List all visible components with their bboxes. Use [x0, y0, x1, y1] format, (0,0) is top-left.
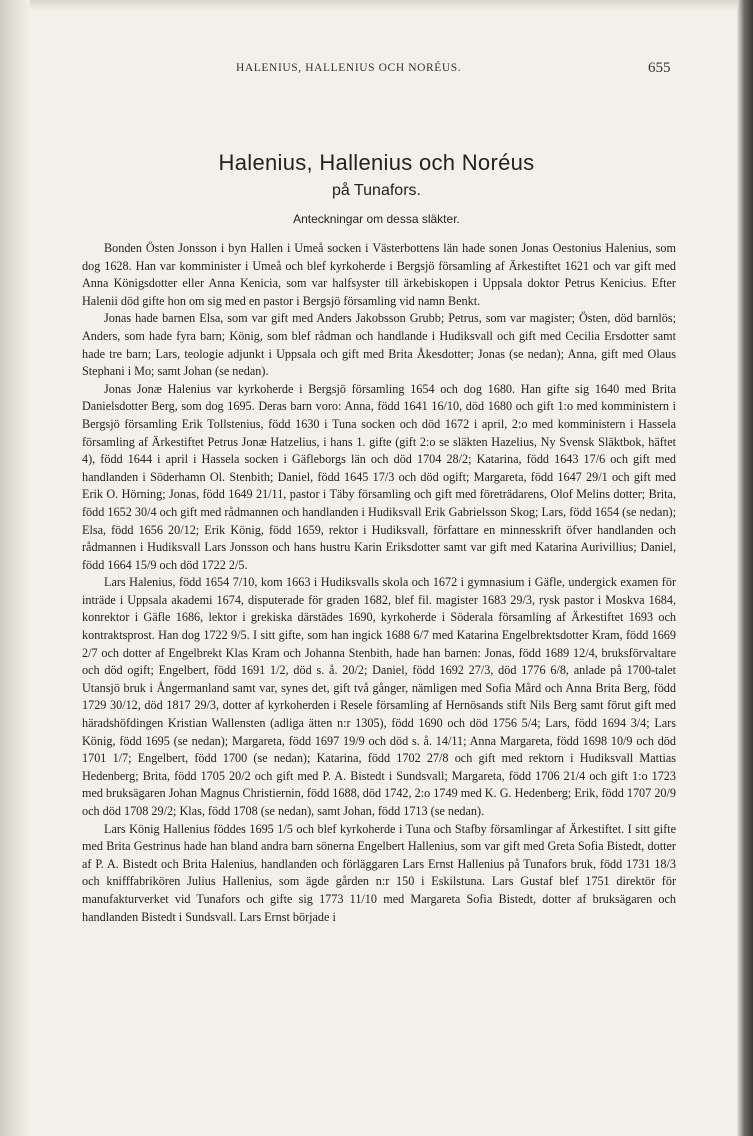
paragraph: Jonas Jonæ Halenius var kyrkoherde i Bergsjö församling 1654 och dog 1680. Han gifte sig 1640 med Brita Danielsdotter Berg, som dog 1695. Deras barn voro: Anna, född 1641 16/10, död 1680 och gift 1:o med komministern i Bergsjö församling Erik Tollstenius, född 1630 i Tuna socken och död 1672 i april, 2:o med komministern i Hassela församling af Ärkestiftet Petrus Jonæ Hatzelius, i hans 1. gifte (gift 2:o se släkten Hazelius, Ny Svensk Släktbok, häftet 4), född 1644 i april i Hassela socken i Gäfleborgs län och död 1704 28/2; Katarina, född 1643 17/6 och gift med handlanden i Söderhamn Ol. Stenbith; Daniel, född 1645 17/3 och död ogift; Margareta, född 1647 29/1 och gift med Erik O. Hörning; Jonas, född 1649 21/11, pastor i Täby församling och gift med företrädarens, Olof Melins dotter; Brita, född 1652 30/4 och gift med rådmannen och handlanden i Hudiksvall Erik Gabrielsson Skog; Lars, född 1654 (se nedan); Elsa, född 1656 20/12; Erik König, född 1659, rektor i Hudiksvall, författare en minnesskrift öfver handlanden och rådmannen i Hudiksvall Lars Jonsson och hans hustru Karin Eriksdotter samt var gift med Katarina Aurivillius; Daniel, född 1664 15/9 och död 1722 2/5.: [82, 381, 676, 572]
section-heading: Anteckningar om dessa släkter.: [293, 212, 460, 226]
paragraph: Lars König Hallenius föddes 1695 1/5 och blef kyrkoherde i Tuna och Stafby församlingar af Ärkestiftet. I sitt gifte med Brita Gestrinus hade han bland andra barn sönerna Engelbert Hallenius, som var gift med Greta Sofia Bistedt, dotter af P. A. Bistedt och Brita Halenius, handlanden och förläggaren Lars Ernst Hallenius på Tunafors bruk, född 1731 18/3 och knifffabrikören Julius Hallenius, som ägde gården n:r 150 i Eskilstuna. Lars Gustaf blef 1751 direktör för manufakturverket vid Tunafors och gifte sig 1773 11/10 med Margareta Sofia Bistedt, dotter af bruksägaren och handlanden Bistedt i Sundsvall. Lars Ernst började i: [82, 821, 676, 924]
page-top-edge: [0, 0, 753, 10]
paragraph: Lars Halenius, född 1654 7/10, kom 1663 i Hudiksvalls skola och 1672 i gymnasium i Gäfle, undergick examen för inträde i Uppsala akademi 1674, disputerade för graden 1682, blef fil. magister 1683 29/3, rysk pastor i Moskva 1684, konrektor i Gäfle 1686, lektor i grekiska därstädes 1690, kyrkoherde i Söderala församling af Ärkestiftet 1693 och kontraktsprost. Han dog 1722 9/5. I sitt gifte, som han ingick 1688 6/7 med Katarina Engelbrektsdotter Kram, född 1669 2/7 och dotter af Engelbrekt Klas Kram och Johanna Stenbith, hade han barnen: Jonas, född 1689 12/4, bruksförvaltare och död ogift; Engelbert, född 1691 1/2, död s. å. 20/2; Daniel, född 1692 27/3, död 1776 6/8, anlade på 1700-talet Utansjö bruk i Ångermanland samt var, synes det, gift två gånger, nämligen med Sofia Mård och Anna Brita Berg, född 1729 30/12, död 1817 29/3, dotter af kyrkoherden i Resele församling af Hernösands stift Nils Berg samt förut gift med häradshöfdingen Kristian Wallensten (adliga ätten n:r 1305), född 1690 och död 1756 5/4; Lars, född 1694 3/4; Lars König, född 1695 (se nedan); Margareta, född 1697 19/9 och död s. å. 14/11; Anna Margareta, född 1698 10/9 och död 1701 1/7; Engelbert, född 1700 (se nedan); Katarina, född 1702 27/8 och gift med rektorn i Hudiksvall Mattias Hedenberg; Brita, född 1705 20/2 och gift med P. A. Bistedt i Sundsvall; Margareta, född 1706 21/4 och gift 1:o 1723 med bruksägaren Johan Magnus Christiernin, född 1688, död 1742, 2:o 1749 med K. G. Hedenberg; Erik, född 1707 20/9 och död 1708 29/2; Klas, född 1708 (se nedan), samt Johan, född 1713 (se nedan).: [82, 575, 676, 818]
article-subtitle: på Tunafors.: [332, 182, 421, 199]
page-number: 655: [648, 60, 671, 76]
paragraph: Bonden Östen Jonsson i byn Hallen i Umeå socken i Västerbottens län hade sonen Jonas Oestonius Halenius, som dog 1628. Han var komminister i Umeå och blef kyrkoherde i Bergsjö församling af Ärkestiftet 1621 och var gift med Anna Königsdotter eller Anna Kenicia, som var halfsyster till ärkebiskopen i Uppsala doktor Petrus Kenicius. Efter Halenii död gifte hon om sig med en pastor i Bergsjö församling vid namn Benkt.: [82, 241, 676, 308]
paragraph: Jonas hade barnen Elsa, som var gift med Anders Jakobsson Grubb; Petrus, som var magister; Östen, död barnlös; Anders, som hade fyra barn; König, som blef rådman och handlande i Hudiksvall och gift med Cecilia Ersdotter samt hade tre barn; Lars, teologie adjunkt i Uppsala och gift med Brita Åkesdotter; Jonas (se nedan); Anna, gift med Olaus Stephani i Mo; samt Johan (se nedan).: [82, 311, 676, 379]
article-title: Halenius, Hallenius och Noréus: [218, 150, 535, 175]
running-title: HALENIUS, HALLENIUS OCH NORÉUS.: [236, 62, 462, 74]
article-body: [82, 240, 676, 926]
